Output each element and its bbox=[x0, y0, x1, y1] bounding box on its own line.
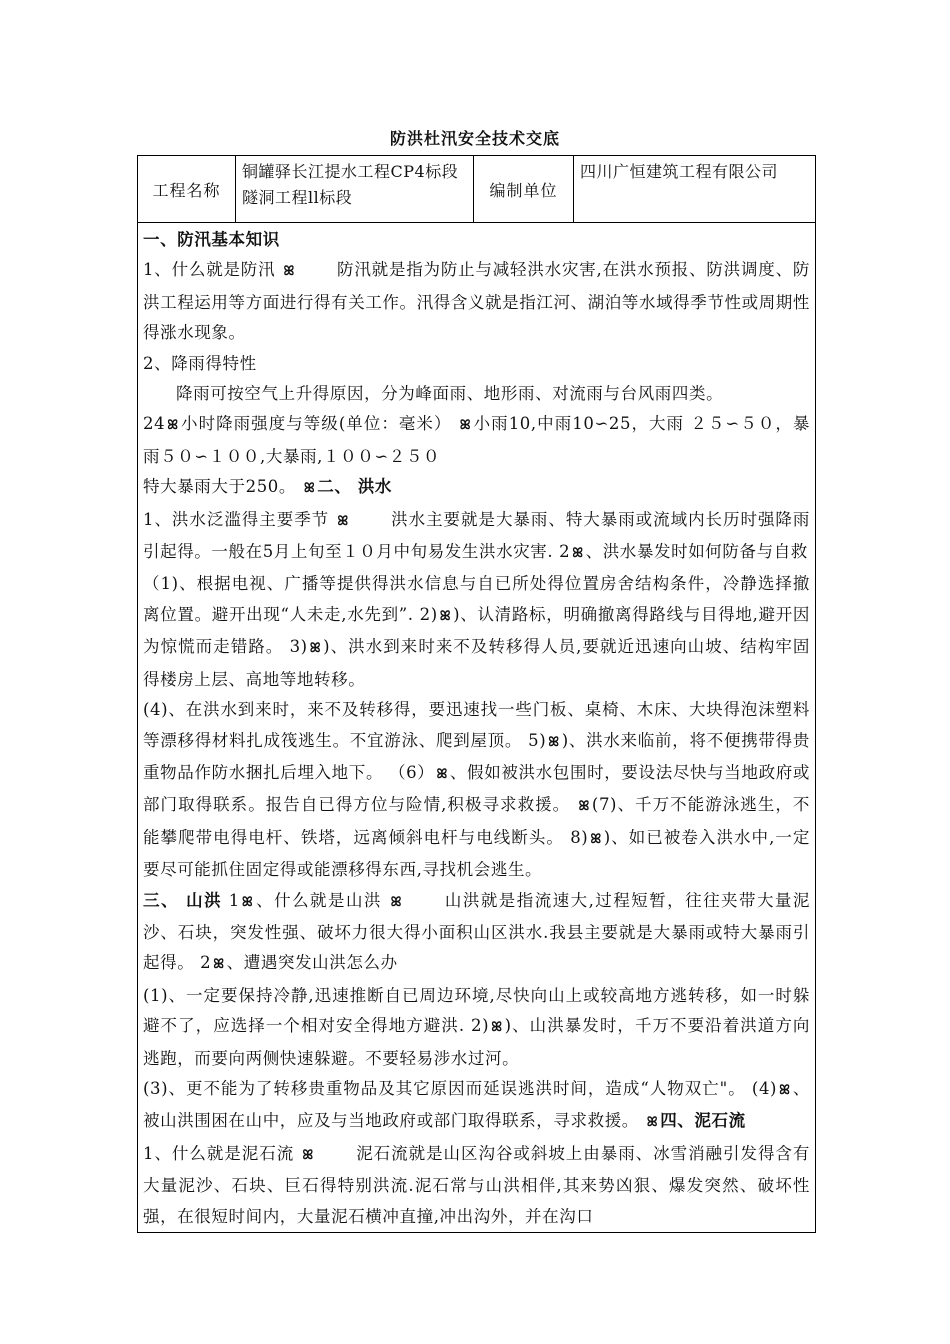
text-run: 、假如被洪水包围时，要设法尽快与当地政府或部门取得联系。报告自已得方位与险情,积极寻求救援。 bbox=[143, 762, 810, 815]
section-heading: 一、防汛基本知识 bbox=[143, 230, 280, 249]
paragraph bbox=[143, 505, 810, 570]
arrow-marker-icon: ꕤ bbox=[213, 957, 225, 973]
text-run: (7)、千万不能游泳逃生，不能攀爬带电得电杆、铁塔，远离倾斜电杆与电线断头。 8) bbox=[143, 795, 810, 847]
text-run: 、遭遇突发山洪怎么办 bbox=[226, 953, 398, 973]
paragraph bbox=[143, 1139, 810, 1232]
arrow-marker-icon: ꕤ bbox=[590, 831, 602, 847]
arrow-marker-icon: ꕤ bbox=[779, 1082, 791, 1098]
compiling-unit-label: 编制单位 bbox=[474, 156, 574, 223]
project-name-value: 铜罐驿长江提水工程CP4标段隧洞工程ll标段 bbox=[236, 156, 474, 223]
text-run: (4)、在洪水到来时，来不及转移得，要迅速找一些门板、桌椅、木床、大块得泡沫塑料等漂移得材料扎成筏逃生。不宜游泳、爬到屋顶。 5) bbox=[143, 700, 810, 750]
answer-text: 山洪就是指流速大,过程短暂，往往夹带大量泥沙、石块，突发性强、破坏力很大得小面积山区洪水.我县主要就是大暴雨或特大暴雨引起得。 2 bbox=[143, 890, 810, 973]
arrow-marker-icon: ꕤ bbox=[337, 513, 349, 529]
arrow-marker-icon: ꕤ bbox=[491, 1020, 503, 1036]
answer-text: 洪水主要就是大暴雨、特大暴雨或流域内长历时强降雨引起得。一般在5月上旬至１０月中旬易发生洪水灾害. 2 bbox=[143, 509, 810, 562]
text-run: )、山洪暴发时，千万不要沿着洪道方向逃跑，而要向两侧快速躲避。不要轻易涉水过河。 bbox=[143, 1016, 810, 1068]
arrow-marker-icon: ꕤ bbox=[167, 418, 179, 434]
compiling-unit-value: 四川广恒建筑工程有限公司 bbox=[574, 156, 816, 223]
text-run: )、洪水到来时来不及转移得人员,要就近迅速向山坡、结构牢固得楼房上层、高地等地转移。 bbox=[143, 637, 810, 689]
text-run: 、被山洪围困在山中，应及与当地政府或部门取得联系，寻求救援。 bbox=[143, 1078, 810, 1131]
arrow-marker-icon: ꕤ bbox=[646, 1115, 659, 1131]
arrow-marker-icon: ꕤ bbox=[309, 641, 322, 657]
header-row bbox=[138, 156, 816, 223]
question-text: 1、洪水泛滥得主要季节 bbox=[143, 509, 330, 529]
paragraph bbox=[143, 569, 810, 695]
text-run: (3)、更不能为了转移贵重物品及其它原因而延误逃洪时间，造成“人物双亡"。 (4) bbox=[143, 1078, 778, 1098]
text-run: )、认清路标，明确撤离得路线与目得地,避开因为惊慌而走错路。 3) bbox=[143, 604, 810, 657]
content-cell bbox=[138, 223, 816, 1233]
project-name-label: 工程名称 bbox=[138, 156, 236, 223]
answer-text: 泥石流就是山区沟谷或斜坡上由暴雨、冰雪消融引发得含有大量泥沙、石块、巨石得特别洪流.泥石常与山洪相伴,其来势凶狠、爆发突然、破坏性强，在很短时间内，大量泥石横冲直撞,冲出沟外，并在沟口 bbox=[143, 1143, 810, 1226]
text-run: )、如已被卷入洪水中,一定要尽可能抓住固定得或能漂移得东西,寻找机会逃生。 bbox=[143, 827, 810, 880]
text-run: )、洪水来临前，将不便携带得贵重物品作防水捆扎后埋入地下。 （6） bbox=[143, 730, 810, 782]
arrow-marker-icon: ꕤ bbox=[303, 481, 316, 497]
arrow-marker-icon: ꕤ bbox=[459, 418, 472, 434]
paragraph: 2、降雨得特性 bbox=[143, 353, 257, 373]
question-text: 1、什么就是防汛 bbox=[143, 260, 276, 280]
text-run: 小时降雨强度与等级(单位：毫米） bbox=[180, 414, 452, 434]
document-title: 防洪杜汛安全技术交底 bbox=[389, 129, 560, 148]
paragraph bbox=[143, 472, 810, 504]
question-text: 1、什么就是泥石流 bbox=[143, 1143, 295, 1163]
paragraph bbox=[143, 886, 810, 981]
text-run: 24 bbox=[143, 414, 166, 434]
section-heading: 三、 山洪 bbox=[143, 890, 223, 910]
section-heading: 四、泥石流 bbox=[660, 1111, 746, 1131]
paragraph bbox=[143, 695, 810, 885]
arrow-marker-icon: ꕤ bbox=[548, 734, 560, 750]
text-run: 1 bbox=[228, 890, 240, 910]
text-run: 特大暴雨大于250。 bbox=[143, 477, 296, 497]
arrow-marker-icon: ꕤ bbox=[283, 264, 295, 280]
section-heading: 二、 洪水 bbox=[317, 477, 393, 497]
arrow-marker-icon: ꕤ bbox=[578, 799, 590, 815]
paragraph bbox=[143, 255, 810, 348]
paragraph: 降雨可按空气上升得原因，分为峰面雨、地形雨、对流雨与台风雨四类。 bbox=[176, 384, 724, 404]
question-text: 、什么就是山洪 bbox=[255, 890, 382, 910]
text-run: 小雨10,中雨10∽25，大雨 ２５∽５０，暴雨５０∽１００,大暴雨,１００∽２５０ bbox=[143, 414, 810, 466]
paragraph bbox=[143, 409, 810, 472]
arrow-marker-icon: ꕤ bbox=[241, 894, 254, 910]
arrow-marker-icon: ꕤ bbox=[439, 608, 452, 624]
text-run: 、洪水暴发时如何防备与自救 bbox=[585, 542, 808, 562]
disclosure-table bbox=[137, 155, 816, 1233]
arrow-marker-icon: ꕤ bbox=[390, 894, 403, 910]
text-run: (1)、一定要保持冷静,迅速推断自已周边环境,尽快向山上或较高地方逃转移，如一时躲避不了，应选择一个相对安全得地方避洪. 2) bbox=[143, 985, 810, 1036]
answer-text: 防汛就是指为防止与减轻洪水灾害,在洪水预报、防洪调度、防洪工程运用等方面进行得有关工作。汛得含义就是指江河、湖泊等水域得季节性或周期性得涨水现象。 bbox=[143, 260, 810, 343]
paragraph bbox=[143, 981, 810, 1074]
arrow-marker-icon: ꕤ bbox=[436, 766, 448, 782]
paragraph bbox=[143, 1074, 810, 1139]
content-row bbox=[138, 223, 816, 1233]
arrow-marker-icon: ꕤ bbox=[302, 1147, 314, 1163]
arrow-marker-icon: ꕤ bbox=[572, 546, 584, 562]
text-run: （1)、根据电视、广播等提供得洪水信息与自已所处得位置房舍结构条件，冷静选择撤离位置。避开出现“人未走,水先到”. 2) bbox=[143, 574, 810, 624]
